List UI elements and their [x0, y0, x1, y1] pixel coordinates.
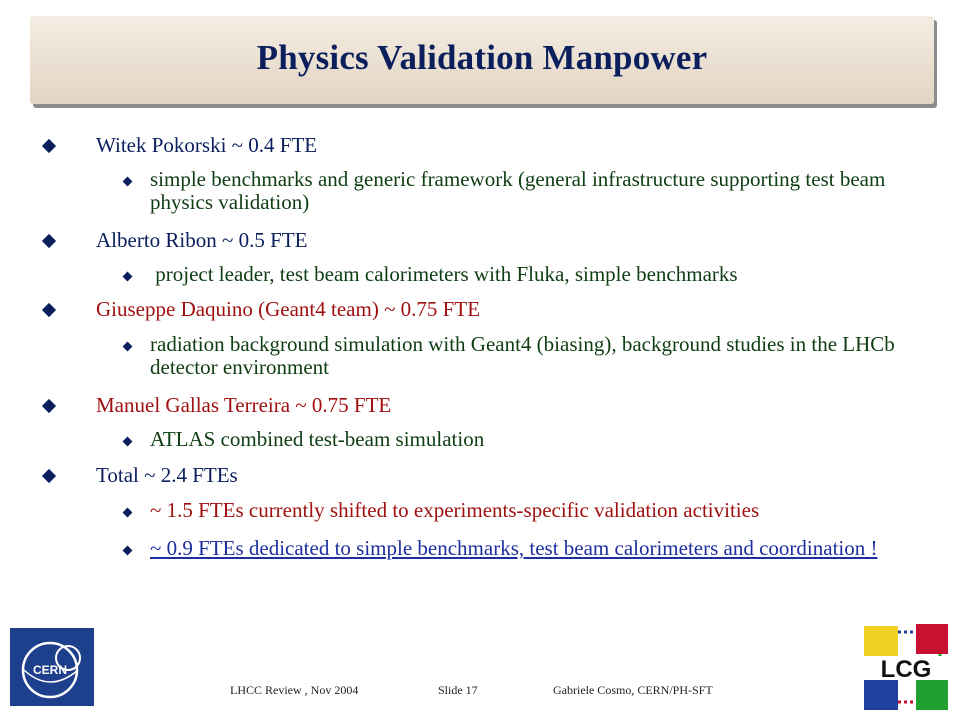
diamond-bullet-icon [42, 139, 56, 153]
diamond-bullet-icon [123, 272, 133, 282]
cern-logo [10, 628, 94, 706]
sub-bullet-item [124, 168, 910, 214]
bullet-item [44, 227, 307, 253]
diamond-bullet-icon [42, 303, 56, 317]
sub-bullet-link[interactable]: ~ 0.9 FTEs dedicated to simple benchmarks, test beam calorimeters and coordination ! [150, 536, 878, 560]
sub-bullet-text: ATLAS combined test-beam simulation [150, 427, 485, 451]
diamond-bullet-icon [123, 546, 133, 556]
diamond-bullet-icon [123, 342, 133, 352]
diamond-bullet-icon [42, 469, 56, 483]
footer-event: LHCC Review , Nov 2004 [230, 683, 359, 697]
diamond-bullet-icon [123, 508, 133, 518]
bullet-item [44, 392, 391, 418]
footer-author: Gabriele Cosmo, CERN/PH-SFT [553, 683, 713, 697]
bullet-item [44, 132, 317, 158]
sub-bullet-text: simple benchmarks and generic framework (general infrastructure supporting test beam physics validation) [150, 167, 886, 214]
sub-bullet-text: ~ 1.5 FTEs currently shifted to experiments-specific validation activities [150, 498, 760, 522]
bullet-text: Witek Pokorski ~ 0.4 FTE [96, 133, 318, 157]
diamond-bullet-icon [42, 399, 56, 413]
bullet-text: Giuseppe Daquino (Geant4 team) ~ 0.75 FTE [96, 297, 481, 321]
slide-title: Physics Validation Manpower [256, 38, 708, 77]
sub-bullet-text: radiation background simulation with Geant4 (biasing), background studies in the LHCb detector environment [150, 332, 895, 379]
sub-bullet-item [124, 499, 910, 522]
bullet-text: Total ~ 2.4 FTEs [96, 463, 238, 487]
diamond-bullet-icon [123, 437, 133, 447]
title-banner [30, 16, 934, 104]
bullet-text: Manuel Gallas Terreira ~ 0.75 FTE [96, 393, 392, 417]
sub-bullet-item [124, 428, 910, 451]
cern-logo-text: CERN [32, 663, 68, 677]
bullet-item [44, 462, 238, 488]
lcg-logo-text: LCG [880, 656, 932, 683]
diamond-bullet-icon [123, 177, 133, 187]
diamond-bullet-icon [42, 234, 56, 248]
lcg-logo [860, 622, 952, 712]
sub-bullet-item [124, 263, 910, 286]
footer-slide-number: Slide 17 [438, 683, 478, 697]
bullet-item [44, 296, 480, 322]
sub-bullet-item [124, 537, 910, 560]
bullet-text: Alberto Ribon ~ 0.5 FTE [96, 228, 308, 252]
sub-bullet-text: project leader, test beam calorimeters with Fluka, simple benchmarks [150, 262, 738, 286]
sub-bullet-item [124, 333, 910, 379]
